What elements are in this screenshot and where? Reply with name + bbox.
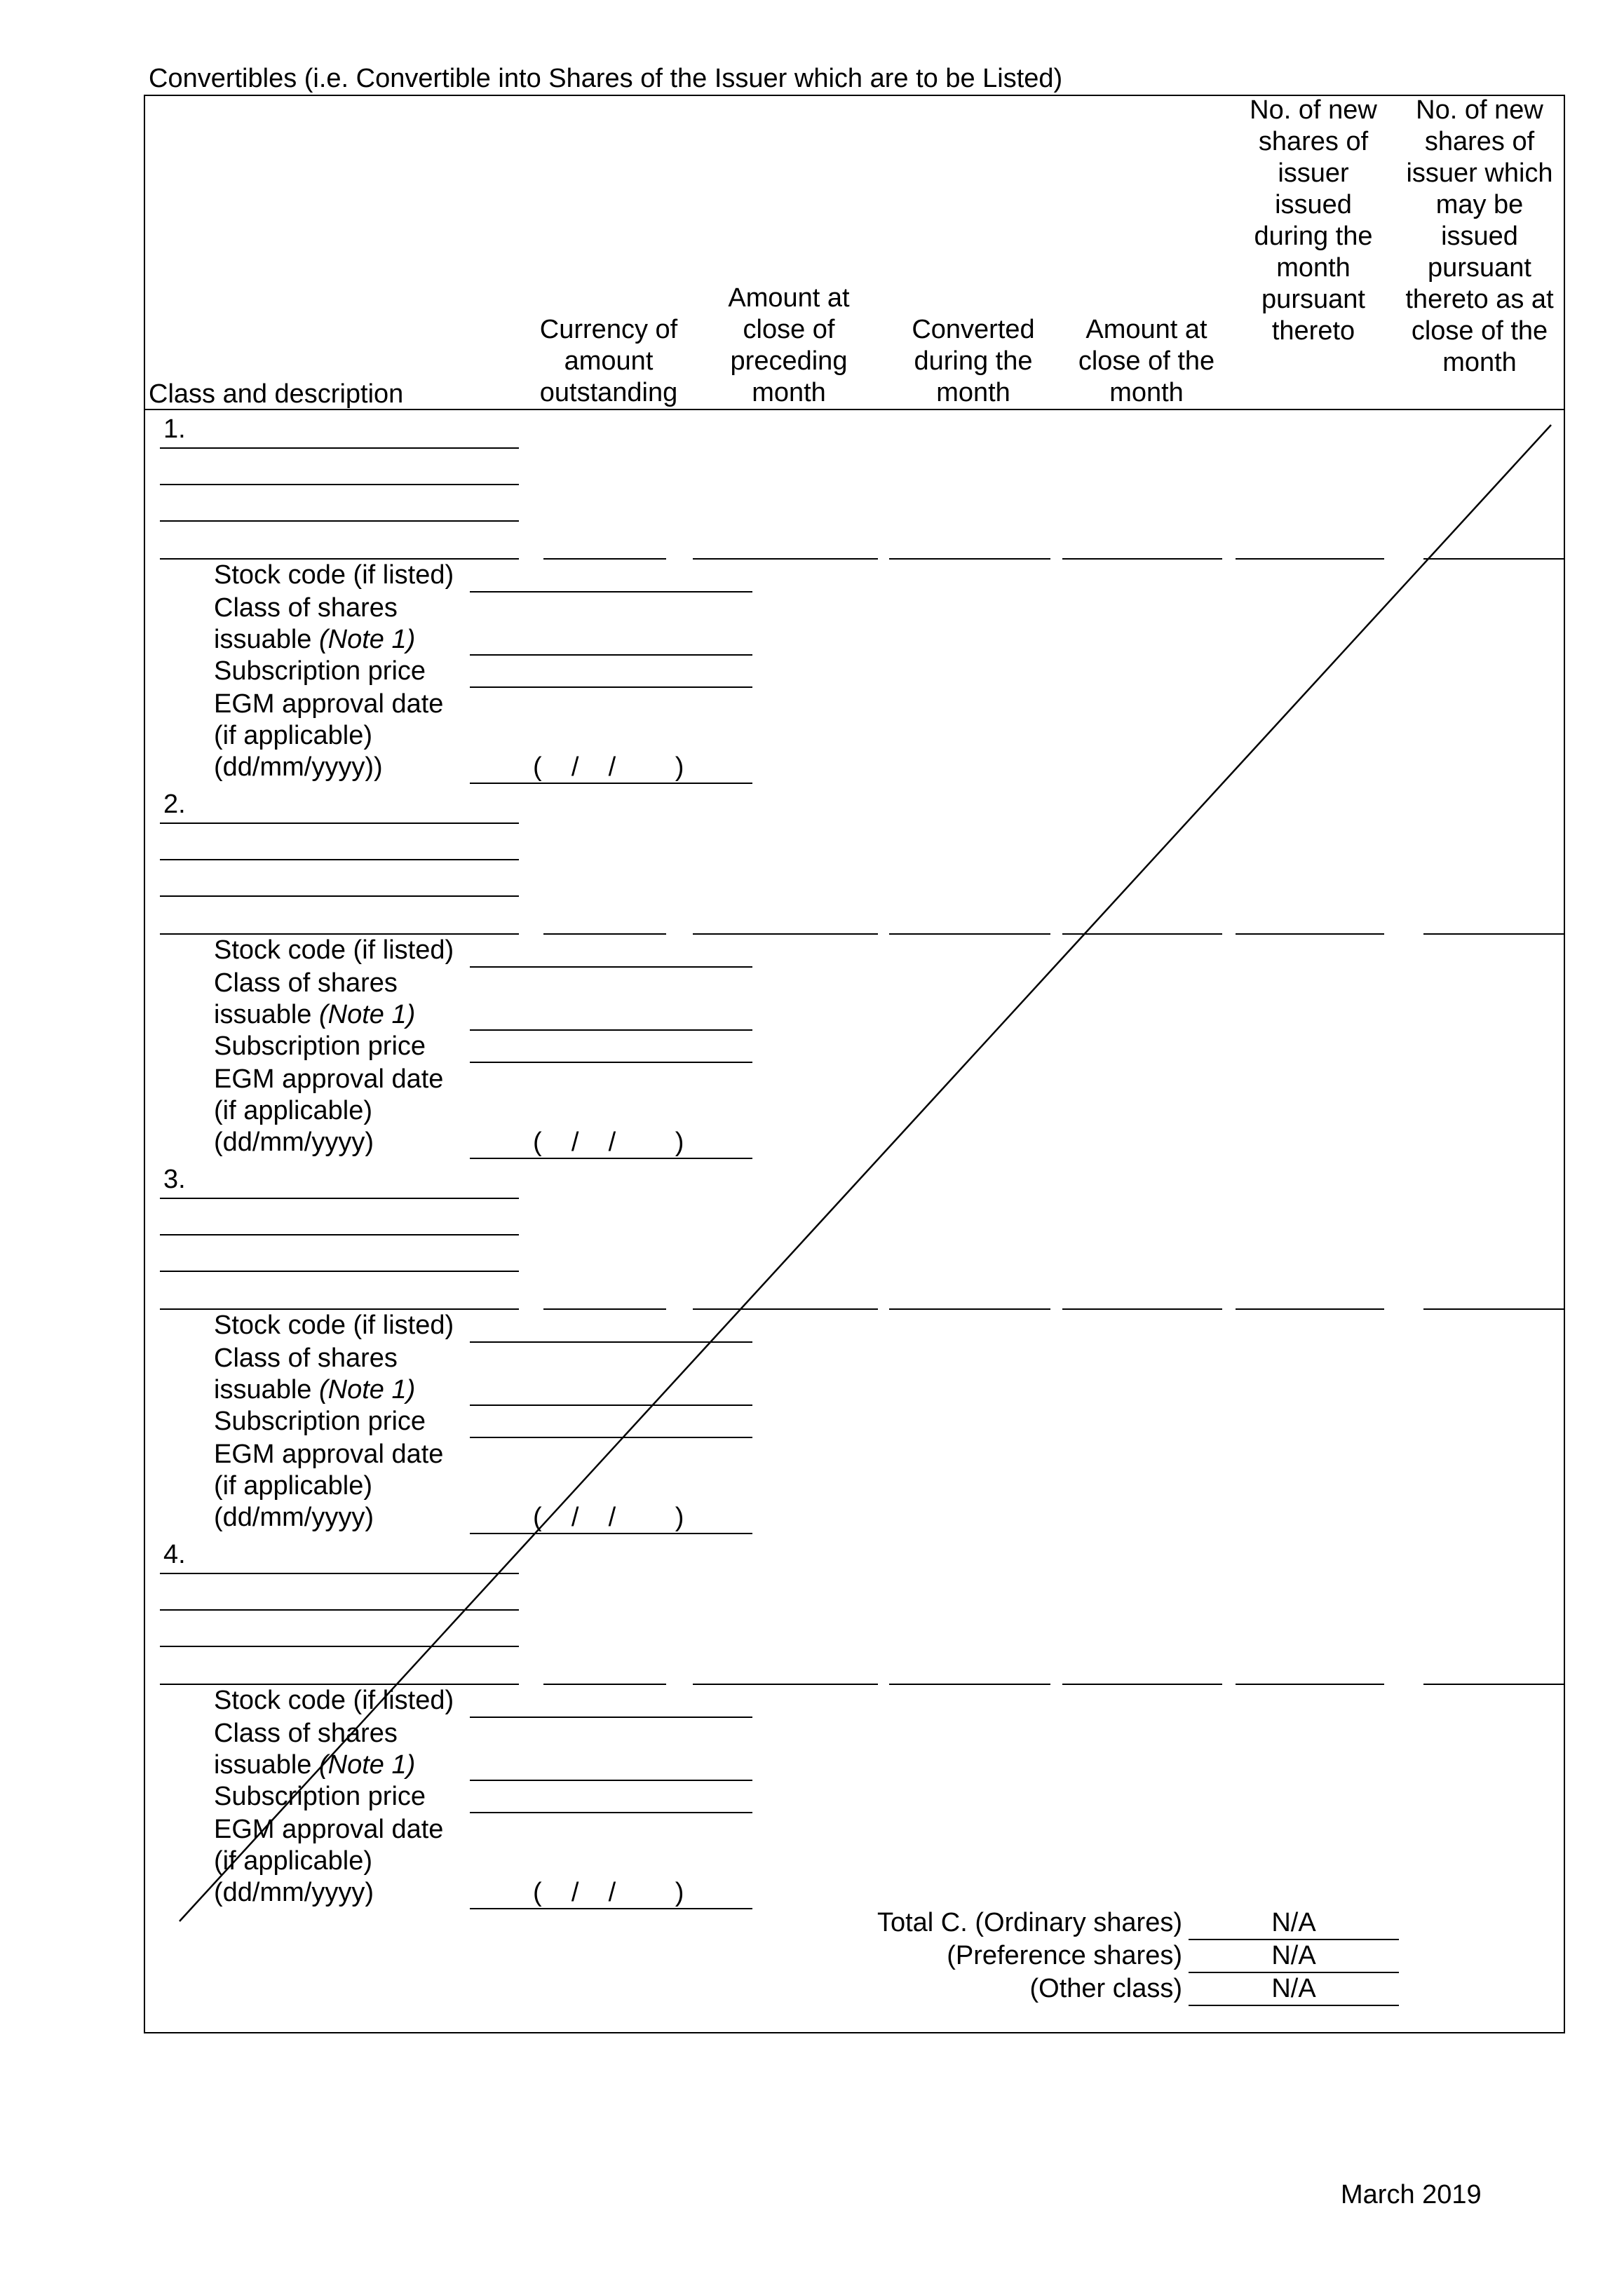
egm-date-placeholder: ( / / ) bbox=[533, 752, 684, 782]
note-reference: (Note 1) bbox=[318, 1375, 416, 1404]
issuable-text: issuable bbox=[214, 1750, 319, 1780]
col-header-class: Class and description bbox=[149, 379, 404, 409]
stock-code-label: Stock code (if listed) bbox=[214, 1311, 454, 1340]
stock-code-label: Stock code (if listed) bbox=[214, 560, 454, 590]
subscription-price-label: Subscription price bbox=[214, 1782, 426, 1811]
col-header-amount-close: Amount at close of the month bbox=[1078, 315, 1215, 407]
col-header-currency: Currency of amount outstanding bbox=[539, 315, 678, 407]
item-number: 3. bbox=[163, 1165, 186, 1194]
note-reference: (Note 1) bbox=[318, 1750, 416, 1780]
col-header-new-shares-issuable: No. of new shares of issuer which may be issued pursuant thereto as at close of the month bbox=[1405, 95, 1554, 377]
note-reference: (Note 1) bbox=[318, 625, 416, 654]
date-format-label: (dd/mm/yyyy) bbox=[214, 1503, 374, 1532]
item-number: 4. bbox=[163, 1540, 186, 1569]
date-format-label: (dd/mm/yyyy) bbox=[214, 1878, 374, 1907]
total-other-label: (Other class) bbox=[1029, 1974, 1182, 2003]
issuable-text: issuable bbox=[214, 1000, 319, 1029]
class-of-shares-label: Class of shares bbox=[214, 593, 398, 623]
if-applicable-label: (if applicable) bbox=[214, 721, 372, 750]
item-number: 1. bbox=[163, 414, 186, 444]
subscription-price-label: Subscription price bbox=[214, 656, 426, 686]
stock-code-label: Stock code (if listed) bbox=[214, 935, 454, 965]
egm-date-placeholder: ( / / ) bbox=[533, 1503, 684, 1532]
issuable-text: issuable bbox=[214, 1375, 319, 1404]
egm-approval-label: EGM approval date bbox=[214, 1815, 444, 1844]
section-title: Convertibles (i.e. Convertible into Shares of the Issuer which are to be Listed) bbox=[149, 64, 1063, 93]
stock-code-label: Stock code (if listed) bbox=[214, 1686, 454, 1715]
total-ordinary-label: Total C. (Ordinary shares) bbox=[877, 1908, 1182, 1937]
subscription-price-label: Subscription price bbox=[214, 1031, 426, 1061]
if-applicable-label: (if applicable) bbox=[214, 1096, 372, 1125]
if-applicable-label: (if applicable) bbox=[214, 1846, 372, 1876]
note-reference: (Note 1) bbox=[318, 1000, 416, 1029]
if-applicable-label: (if applicable) bbox=[214, 1471, 372, 1501]
date-format-label: (dd/mm/yyyy) bbox=[214, 1128, 374, 1157]
col-header-converted: Converted during the month bbox=[912, 315, 1035, 407]
issuable-text: issuable bbox=[214, 625, 319, 654]
subscription-price-label: Subscription price bbox=[214, 1407, 426, 1436]
total-ordinary-value: N/A bbox=[1271, 1908, 1316, 1937]
item-number: 2. bbox=[163, 790, 186, 819]
date-format-label: (dd/mm/yyyy)) bbox=[214, 752, 383, 782]
class-of-shares-label: Class of shares bbox=[214, 1719, 398, 1748]
col-header-amount-preceding: Amount at close of preceding month bbox=[728, 283, 850, 407]
class-of-shares-label: Class of shares bbox=[214, 1343, 398, 1373]
egm-date-placeholder: ( / / ) bbox=[533, 1878, 684, 1907]
total-preference-label: (Preference shares) bbox=[947, 1941, 1182, 1970]
total-other-value: N/A bbox=[1271, 1974, 1316, 2003]
class-of-shares-label: Class of shares bbox=[214, 968, 398, 998]
footer-date: March 2019 bbox=[1341, 2180, 1482, 2209]
egm-approval-label: EGM approval date bbox=[214, 1440, 444, 1469]
col-header-new-shares-issued: No. of new shares of issuer issued during the month pursuant thereto bbox=[1250, 95, 1377, 346]
egm-approval-label: EGM approval date bbox=[214, 1064, 444, 1094]
egm-approval-label: EGM approval date bbox=[214, 689, 444, 719]
egm-date-placeholder: ( / / ) bbox=[533, 1128, 684, 1157]
total-preference-value: N/A bbox=[1271, 1941, 1316, 1970]
